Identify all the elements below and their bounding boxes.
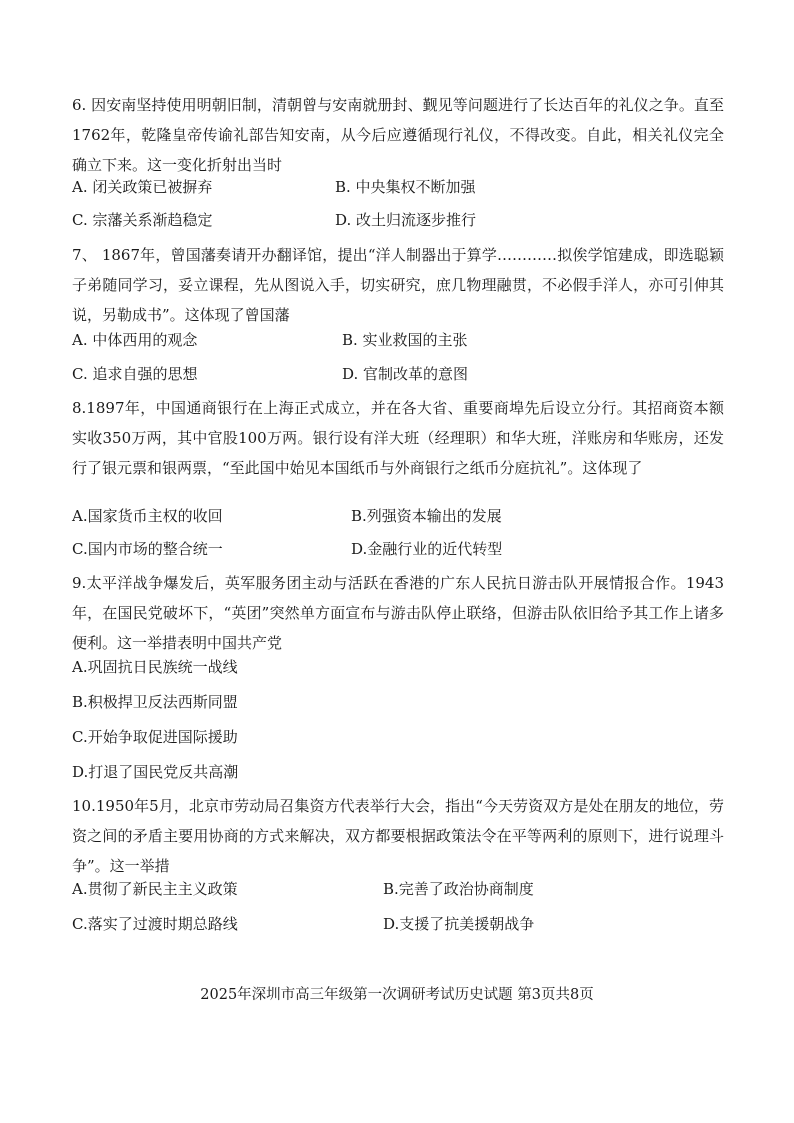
question-8-stem: 8.1897年，中国通商银行在上海正式成立，并在各大省、重要商埠先后设立分行。其招商资本额实收350万两，其中官股100万两。银行设有洋大班（经理职）和华大班，洋账房和华账房，还发行了银元票和银两票，“至此国中始见本国纸币与外商银行之纸币分庭抗礼”。这体现了	[72, 399, 724, 477]
question-10-option-b[interactable]: B.完善了政治协商制度	[383, 880, 534, 898]
question-9-option-a[interactable]: A.巩固抗日民族统一战线	[72, 658, 238, 676]
question-8-option-d[interactable]: D.金融行业的近代转型	[351, 540, 503, 558]
question-6-options-row-1	[72, 172, 724, 202]
question-9-option-c[interactable]: C.开始争取促进国际援助	[72, 728, 238, 746]
question-7-option-b[interactable]: B. 实业救国的主张	[342, 331, 468, 349]
question-8-option-a[interactable]: A.国家货币主权的收回	[72, 507, 223, 525]
question-7-option-a[interactable]: A. 中体西用的观念	[72, 331, 198, 349]
question-10-option-d[interactable]: D.支援了抗美援朝战争	[383, 915, 535, 933]
question-7-options-row-2	[72, 359, 724, 389]
question-8-options-row-1	[72, 501, 724, 531]
question-6-option-d[interactable]: D. 改土归流逐步推行	[335, 211, 477, 229]
question-7-options-row-1	[72, 325, 724, 355]
question-6-option-a[interactable]: A. 闭关政策已被摒弃	[72, 178, 213, 196]
question-7-stem: 7、 1867年，曾国藩奏请开办翻译馆，提出“洋人制器出于算学…………拟俟学馆建成，即选聪颖子弟随同学习，妥立课程，先从图说入手，切实研究，庶几物理融贯，不必假手洋人，亦可引伸其说，另勒成书”。这体现了曾国藩	[72, 246, 724, 324]
question-10-stem: 10.1950年5月，北京市劳动局召集资方代表举行大会，指出“今天劳资双方是处在朋友的地位，劳资之间的矛盾主要用协商的方式来解决，双方都要根据政策法令在平等两利的原则下，进行说理斗争”。这一举措	[72, 797, 724, 875]
question-9-stem: 9.太平洋战争爆发后，英军服务团主动与活跃在香港的广东人民抗日游击队开展情报合作。1943年，在国民党破坏下，“英团”突然单方面宣布与游击队停止联络，但游击队依旧给予其工作上诸多便利。这一举措表明中国共产党	[72, 574, 724, 652]
question-10-option-a[interactable]: A.贯彻了新民主主义政策	[72, 880, 238, 898]
question-8-option-c[interactable]: C.国内市场的整合统一	[72, 540, 223, 558]
question-6-options-row-2	[72, 205, 724, 235]
question-8-options-row-2	[72, 534, 724, 564]
question-7-option-d[interactable]: D. 官制改革的意图	[342, 365, 469, 383]
question-9-option-d[interactable]: D.打退了国民党反共高潮	[72, 763, 239, 781]
question-9-option-b[interactable]: B.积极捍卫反法西斯同盟	[72, 693, 238, 711]
question-7-option-c[interactable]: C. 追求自强的思想	[72, 365, 198, 383]
question-6-option-b[interactable]: B. 中央集权不断加强	[335, 178, 476, 196]
question-6-stem: 6. 因安南坚持使用明朝旧制，清朝曾与安南就册封、觐见等问题进行了长达百年的礼仪之争。直至1762年，乾隆皇帝传谕礼部告知安南，从今后应遵循现行礼仪，不得改变。自此，相关礼仪完全确立下来。这一变化折射出当时	[72, 96, 724, 174]
question-10-option-c[interactable]: C.落实了过渡时期总路线	[72, 915, 238, 933]
question-10-options-row-1	[72, 874, 724, 904]
question-8-option-b[interactable]: B.列强资本输出的发展	[351, 507, 502, 525]
question-10-options-row-2	[72, 909, 724, 939]
page-footer: 2025年深圳市高三年级第一次调研考试历史试题 第3页共8页	[200, 987, 594, 1003]
question-6-option-c[interactable]: C. 宗藩关系渐趋稳定	[72, 211, 213, 229]
